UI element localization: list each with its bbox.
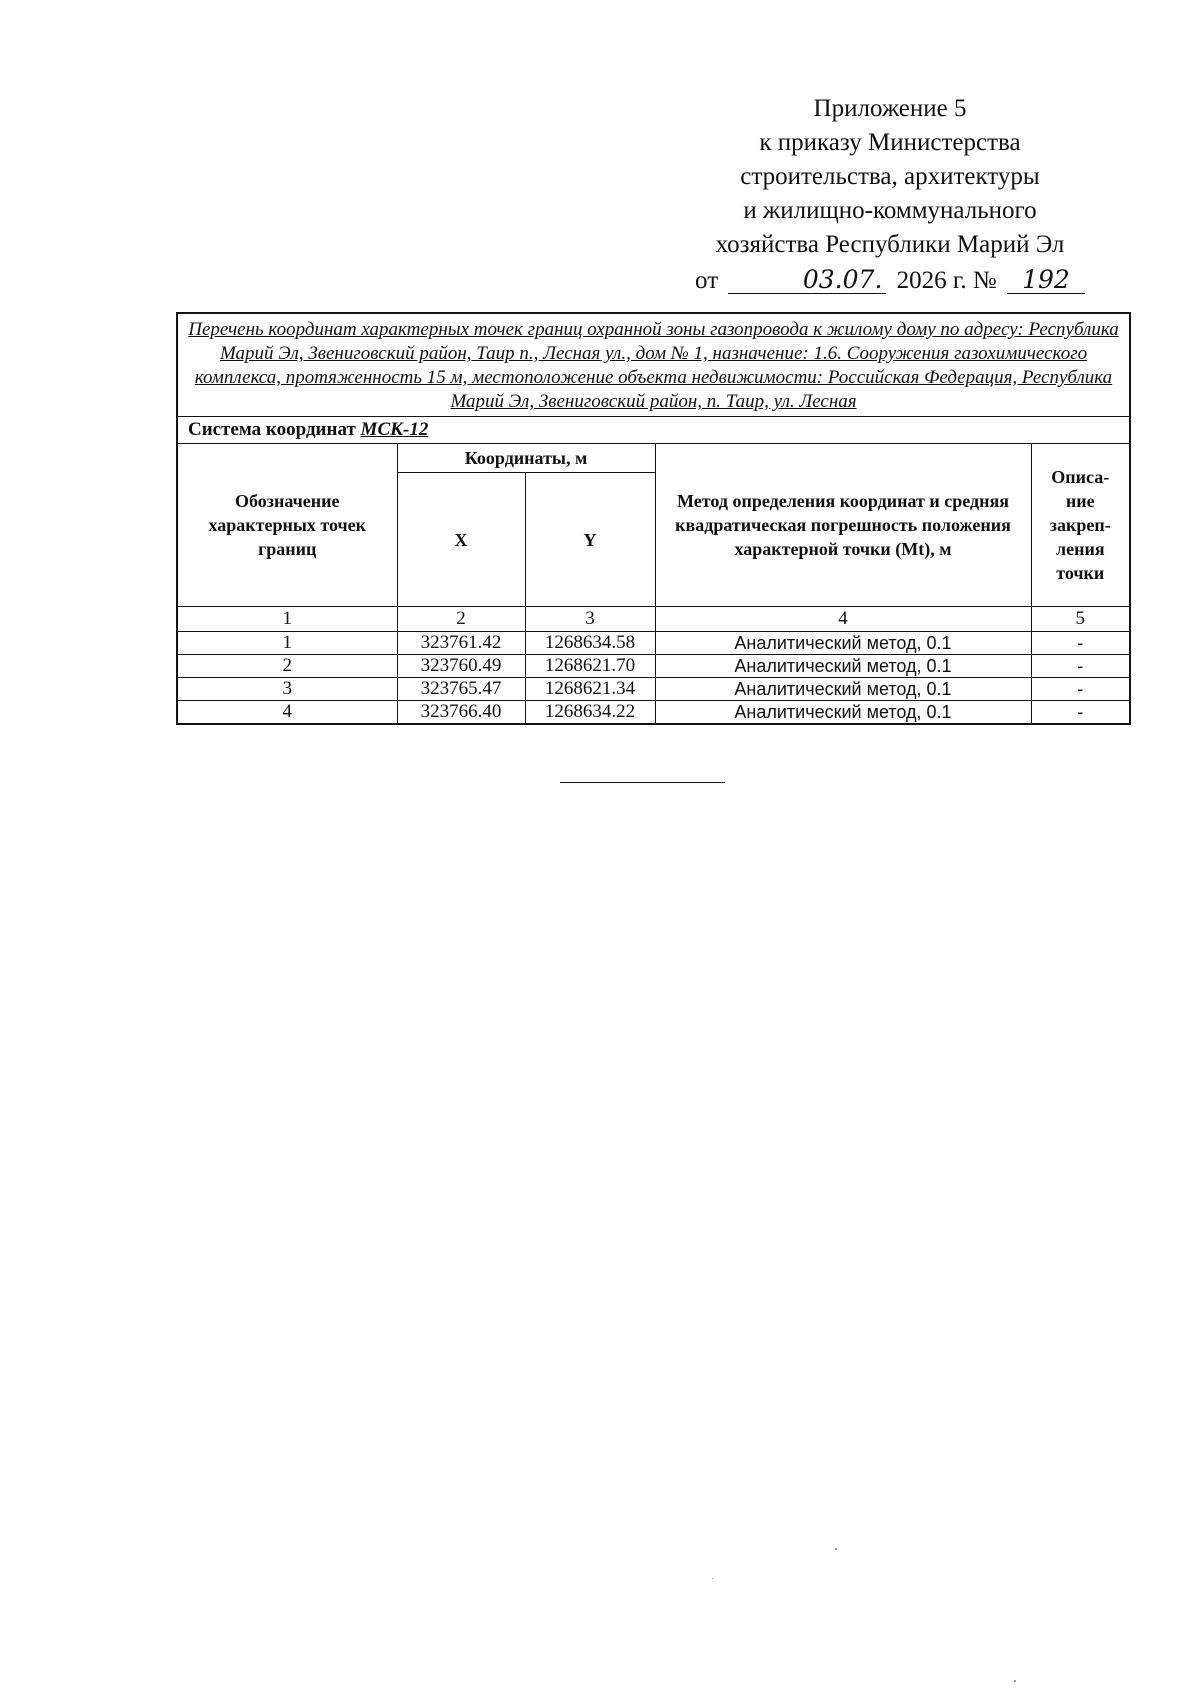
x-coordinate: 323761.42: [397, 632, 525, 655]
y-coordinate: 1268634.58: [525, 632, 655, 655]
header-method: Метод определения координат и средняя квадратическая погрешность положения характерной точки (Mt), м: [655, 444, 1031, 607]
column-numbers-row: [177, 607, 1130, 632]
x-coordinate: 323765.47: [397, 678, 525, 701]
order-date-line: [660, 264, 1120, 298]
description-cell: -: [1031, 678, 1130, 701]
header-y: Y: [525, 473, 655, 607]
point-id: 4: [177, 701, 397, 725]
year-text: 2026 г. №: [896, 267, 997, 294]
x-coordinate: 323766.40: [397, 701, 525, 725]
appendix-line-4: и жилищно-коммунального: [743, 197, 1037, 224]
y-coordinate: 1268634.22: [525, 701, 655, 725]
column-number: 5: [1031, 607, 1130, 632]
appendix-line-2: к приказу Министерства: [759, 129, 1021, 156]
method-cell: Аналитический метод, 0.1: [655, 632, 1031, 655]
column-number: 4: [655, 607, 1031, 632]
y-coordinate: 1268621.70: [525, 655, 655, 678]
description-cell: -: [1031, 701, 1130, 725]
table-caption: Перечень координат характерных точек границ охранной зоны газопровода к жилому дому по адресу: Республика Марий Эл, Звениговский район, Таир п., Лесная ул., дом № 1, назначение: 1.6. Сооружения газохимического комплекса, протяженность 15 м, местоположение объекта недвижимости: Российская Федерация, Республика Марий Эл, Звениговский район, п. Таир, ул. Лесная: [177, 313, 1130, 417]
method-cell: Аналитический метод, 0.1: [655, 655, 1031, 678]
appendix-line-5: хозяйства Республики Марий Эл: [715, 231, 1065, 258]
date-prefix: от: [695, 267, 719, 294]
coordinate-system-row: [177, 417, 1130, 444]
appendix-title: Приложение 5: [813, 95, 967, 122]
table-row: [177, 678, 1130, 701]
y-coordinate: 1268621.34: [525, 678, 655, 701]
description-cell: -: [1031, 632, 1130, 655]
appendix-header: [660, 92, 1120, 298]
coordinate-system-label: Система координат: [188, 419, 356, 440]
column-number: 1: [177, 607, 397, 632]
column-number: 3: [525, 607, 655, 632]
handwritten-order-number: 192: [1007, 267, 1085, 294]
table-row: [177, 632, 1130, 655]
description-cell: -: [1031, 655, 1130, 678]
scan-speck: [1014, 1680, 1016, 1682]
header-description: Описа- ние закреп- ления точки: [1031, 444, 1130, 607]
handwritten-date: 03.07.: [728, 267, 886, 294]
appendix-line-3: строительства, архитектуры: [740, 163, 1040, 190]
point-id: 2: [177, 655, 397, 678]
x-coordinate: 323760.49: [397, 655, 525, 678]
point-id: 1: [177, 632, 397, 655]
point-id: 3: [177, 678, 397, 701]
column-number: 2: [397, 607, 525, 632]
end-of-document-rule: [560, 782, 725, 783]
scan-speck: [835, 1548, 837, 1550]
header-coordinates: Координаты, м: [397, 444, 655, 473]
coordinates-table: [176, 312, 1131, 725]
method-cell: Аналитический метод, 0.1: [655, 678, 1031, 701]
header-x: X: [397, 473, 525, 607]
scan-speck: [712, 1578, 713, 1579]
coordinate-system-name: МСК-12: [360, 419, 429, 440]
table-row: [177, 655, 1130, 678]
header-point: Обозначение характерных точек границ: [177, 444, 397, 607]
method-cell: Аналитический метод, 0.1: [655, 701, 1031, 725]
table-row: [177, 701, 1130, 725]
